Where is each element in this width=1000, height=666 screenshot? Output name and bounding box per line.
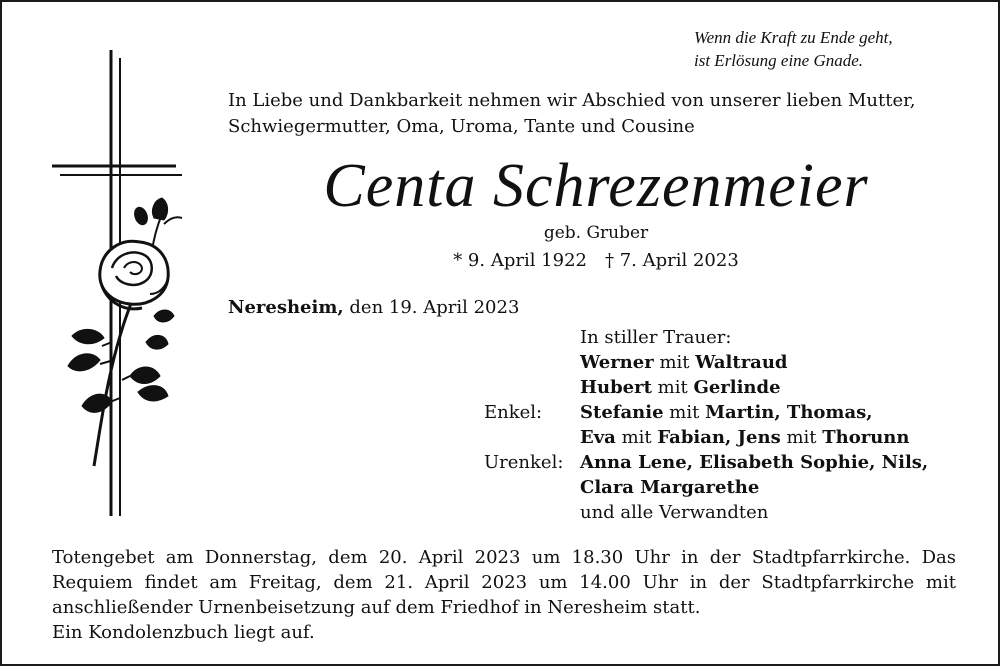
service-info <box>52 545 956 645</box>
place-date-line <box>228 295 519 321</box>
life-dates <box>220 248 972 274</box>
mourner-name: Eva <box>580 427 616 448</box>
birth-date: * 9. April 1922 <box>453 250 587 271</box>
list-item <box>484 500 928 525</box>
deceased-name: Centa Schrezenmeier <box>323 152 869 220</box>
epigraph-quote <box>694 26 893 72</box>
list-item <box>484 350 928 375</box>
mourner-name: Waltraud <box>695 352 788 373</box>
mourner-name: Anna Lene, Elisabeth Sophie, Nils, <box>580 452 929 473</box>
condolence-book-line: Ein Kondolenzbuch liegt auf. <box>52 622 315 643</box>
service-line: anschließender Urnenbeisetzung auf dem Friedhof in Neresheim statt. <box>52 597 701 618</box>
mourners-list <box>484 325 928 525</box>
notice-date: den 19. April 2023 <box>343 297 520 318</box>
mourner-name: Martin, Thomas, <box>705 402 873 423</box>
list-item <box>484 400 928 425</box>
list-item <box>484 475 928 500</box>
mourner-name: Fabian, Jens <box>657 427 781 448</box>
great-grandchildren-label: Urenkel: <box>484 452 564 473</box>
cross-with-rose-illustration <box>42 46 192 526</box>
place-name: Neresheim, <box>228 297 344 318</box>
mourner-name: Werner <box>580 352 654 373</box>
mourner-name: Hubert <box>580 377 652 398</box>
grandchildren-label: Enkel: <box>484 402 543 423</box>
service-line: Requiem findet am Freitag, dem 21. April 2023 um 14.00 Uhr in der Stadtpfarrkirche mit <box>52 572 956 593</box>
intro-text <box>228 88 915 140</box>
joiner: mit <box>780 427 823 448</box>
list-item <box>484 375 928 400</box>
intro-line: Schwiegermutter, Oma, Uroma, Tante und Cousine <box>228 116 695 137</box>
mourners-heading-row <box>484 325 928 350</box>
joiner: mit <box>653 352 696 373</box>
quote-line: ist Erlösung eine Gnade. <box>694 51 864 70</box>
joiner: mit <box>651 377 694 398</box>
mourner-name: Clara Margarethe <box>580 477 760 498</box>
joiner: mit <box>615 427 658 448</box>
mourner-name: Gerlinde <box>693 377 781 398</box>
list-item <box>484 425 928 450</box>
rose-icon <box>68 198 182 466</box>
joiner: mit <box>663 402 706 423</box>
mourner-name: Stefanie <box>580 402 664 423</box>
relatives-line: und alle Verwandten <box>580 502 769 523</box>
list-item <box>484 450 928 475</box>
mourner-name: Thorunn <box>822 427 910 448</box>
service-line: Totengebet am Donnerstag, dem 20. April 2023 um 18.30 Uhr in der Stadtpfarrkirche. Das <box>52 547 956 568</box>
death-date: † 7. April 2023 <box>605 250 739 271</box>
mourners-heading: In stiller Trauer: <box>580 327 732 348</box>
intro-line: In Liebe und Dankbarkeit nehmen wir Abschied von unserer lieben Mutter, <box>228 90 916 111</box>
birth-name: geb. Gruber <box>543 223 649 243</box>
quote-line: Wenn die Kraft zu Ende geht, <box>694 28 893 47</box>
